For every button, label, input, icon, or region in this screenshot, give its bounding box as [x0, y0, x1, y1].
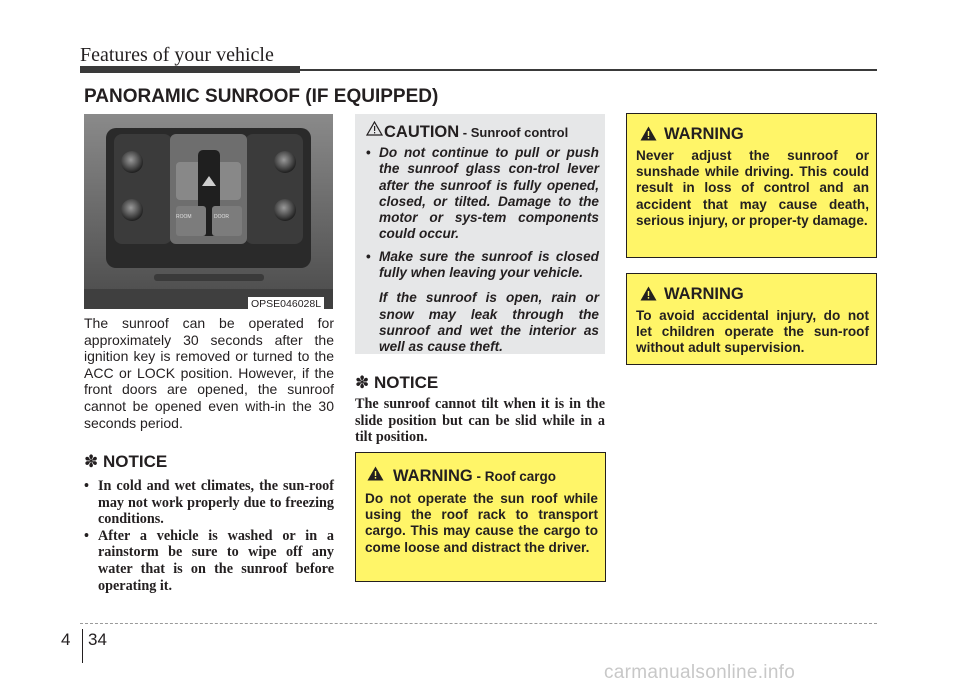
warning-triangle-icon	[640, 126, 657, 141]
notice-text-2: The sunroof cannot tilt when it is in the slide position but can be slid while in a tilt position.	[355, 396, 605, 446]
warning-text: Do not operate the sun roof while using the roof rack to transport cargo. This may cause the cargo to come loose and distract the driver.	[365, 491, 598, 555]
caution-list	[366, 145, 599, 356]
warning-box-adjust	[626, 113, 877, 258]
caution-subtitle: - Sunroof control	[459, 125, 569, 140]
caution-title: CAUTION	[384, 123, 460, 141]
caution-item: • Make sure the sunroof is closed fully when leaving your vehicle.	[366, 249, 599, 282]
footer-rule	[80, 623, 877, 624]
running-header: Features of your vehicle	[80, 44, 274, 66]
caution-continuation: If the sunroof is open, rain or snow may leak through the sunroof and wet the interior as well as cause theft.	[379, 290, 599, 355]
warning-text: Never adjust the sunroof or sunshade while driving. This could result in loss of control and an accident that may cause death, serious injury, or proper-ty damage.	[636, 148, 869, 228]
notice-item: • After a vehicle is washed or in a rainstorm be sure to wipe off any water that is on the sunroof before operating it.	[84, 528, 334, 594]
watermark: carmanualsonline.info	[604, 662, 796, 683]
body-paragraph: The sunroof can be operated for approximately 30 seconds after the ignition key is removed or turned to the ACC or LOCK position. However, if the front doors are opened, the sunroof cannot be opened even with-in the 30 seconds period.	[84, 315, 334, 431]
room-button-label: ROOM	[176, 214, 192, 220]
warning-triangle-icon	[640, 286, 657, 301]
warning-box-children	[626, 273, 877, 365]
notice-heading-2: ✽ NOTICE	[355, 373, 439, 392]
warning-heading: WARNING	[664, 125, 744, 143]
sunroof-console-photo	[84, 114, 333, 309]
chapter-number: 4	[61, 630, 71, 649]
notice-list	[84, 478, 334, 594]
notice-heading: ✽ NOTICE	[84, 452, 168, 471]
section-title: PANORAMIC SUNROOF (IF EQUIPPED)	[84, 86, 439, 107]
caution-item: • Do not continue to pull or push the sunroof glass con-trol lever after the sunroof is fully opened, closed, or tilted. Damage to the motor or sys-tem components could occur.	[366, 145, 599, 243]
door-button-label: DOOR	[214, 214, 229, 220]
footer-divider	[82, 629, 83, 663]
warning-heading: WARNING - Roof cargo	[393, 467, 556, 485]
warning-heading: WARNING	[664, 285, 744, 303]
caution-heading	[384, 123, 568, 142]
warning-triangle-icon	[367, 466, 384, 481]
warning-box-roof-cargo	[355, 452, 606, 582]
header-rule	[80, 69, 877, 71]
notice-item: • In cold and wet climates, the sun-roof may not work properly due to freezing conditions.	[84, 478, 334, 528]
warning-text: To avoid accidental injury, do not let children operate the sun-roof without adult supervision.	[636, 308, 869, 356]
page-number: 34	[88, 630, 107, 649]
photo-caption: OPSE046028L	[248, 297, 324, 311]
caution-triangle-icon	[366, 121, 383, 136]
